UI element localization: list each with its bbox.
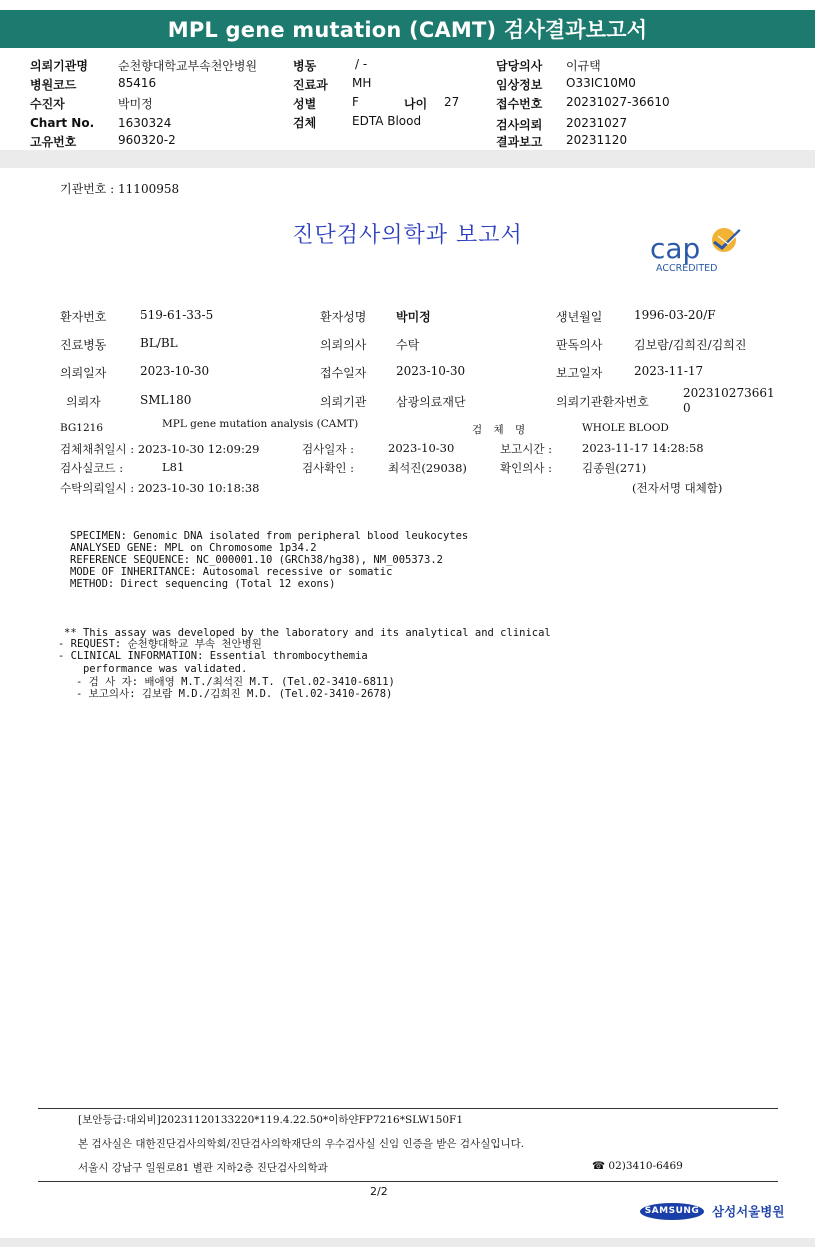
footer-rule-top bbox=[38, 1108, 778, 1109]
test-name: MPL gene mutation analysis (CAMT) bbox=[162, 418, 359, 430]
value-unique-no: 960320-2 bbox=[118, 133, 176, 147]
label-patient: 수진자 bbox=[30, 97, 65, 111]
value-requester: SML180 bbox=[140, 393, 192, 407]
label-receipt-no: 접수번호 bbox=[496, 97, 543, 111]
text-line: ** This assay was developed by the laboratory and its analytical and clinical bbox=[64, 627, 551, 639]
value-order-date: 2023-10-30 bbox=[140, 364, 210, 378]
text-line: performance was validated. bbox=[64, 663, 248, 675]
security-line: [보안등급:대외비]20231120133220*119.4.22.50*이하얀FP7216*SLW150F1 bbox=[78, 1114, 464, 1126]
label-specimen: 검체 bbox=[293, 116, 317, 130]
label-department: 진료과 bbox=[293, 78, 328, 92]
text-line: MODE OF INHERITANCE: Autosomal recessive or somatic bbox=[70, 566, 393, 578]
label-test-verified: 검사확인 : bbox=[302, 461, 354, 475]
value-report-date: 2023-11-17 bbox=[634, 364, 704, 378]
label-reading-doctor: 판독의사 bbox=[556, 338, 603, 352]
test-code: BG1216 bbox=[60, 422, 104, 434]
value-ordering-doctor: 수탁 bbox=[396, 338, 420, 352]
value-lab-code: L81 bbox=[162, 460, 185, 474]
value-birth-date: 1996-03-20/F bbox=[634, 308, 716, 322]
value-receipt-no: 20231027-36610 bbox=[566, 95, 670, 109]
value-ward: / - bbox=[355, 57, 368, 71]
label-result-date: 결과보고 bbox=[496, 135, 543, 149]
page-number: 2/2 bbox=[370, 1185, 388, 1198]
address-line: 서울시 강남구 일원로81 별관 지하2층 진단검사의학과 bbox=[78, 1162, 328, 1174]
label-sex: 성별 bbox=[293, 97, 317, 111]
value-ward: BL/BL bbox=[140, 336, 178, 350]
value-patient: 박미정 bbox=[118, 97, 153, 111]
cap-logo-text: cap bbox=[650, 232, 701, 265]
hospital-name: 삼성서울병원 bbox=[712, 1204, 785, 1219]
label-unique-no: 고유번호 bbox=[30, 135, 77, 149]
label-ward: 진료병동 bbox=[60, 338, 107, 352]
hospital-logo bbox=[640, 1202, 784, 1220]
value-request-date: 20231027 bbox=[566, 116, 628, 130]
value-receipt-date: 2023-10-30 bbox=[396, 364, 466, 378]
value-doctor: 이규택 bbox=[566, 59, 601, 73]
value-reading-doctor: 김보람/김희진/김희진 bbox=[634, 338, 747, 352]
staff-block bbox=[76, 676, 395, 700]
label-requester: 의뢰자 bbox=[66, 395, 101, 409]
value-age: 27 bbox=[444, 95, 460, 109]
text-line: - REQUEST: 순천향대학교 부속 천안병원 bbox=[58, 638, 262, 650]
request-block bbox=[58, 638, 368, 662]
specimen-label: 검 체 명 bbox=[472, 424, 530, 436]
label-order-date: 의뢰일자 bbox=[60, 366, 107, 380]
value-patient-name: 박미정 bbox=[396, 310, 431, 324]
label-receipt-date: 접수일자 bbox=[320, 366, 367, 380]
request-info-header bbox=[0, 55, 815, 150]
label-ward: 병동 bbox=[293, 59, 317, 73]
bottom-bar bbox=[0, 1238, 815, 1247]
samsung-oval-logo: SAMSUNG bbox=[640, 1203, 704, 1220]
label-report-date: 보고일자 bbox=[556, 366, 603, 380]
value-report-time: 2023-11-17 14:28:58 bbox=[582, 441, 704, 455]
value-requesting-institution: 삼광의료재단 bbox=[396, 395, 466, 409]
specimen-value: WHOLE BLOOD bbox=[582, 422, 669, 434]
label-chart-no: Chart No. bbox=[30, 116, 95, 130]
value-institution-patient-no-cont: 0 bbox=[683, 401, 691, 415]
certification-line: 본 검사실은 대한진단검사의학회/진단검사의학재단의 우수검사실 신임 인증을 받은 검사실입니다. bbox=[78, 1138, 525, 1150]
label-requesting-institution: 의뢰기관 bbox=[320, 395, 367, 409]
label-ordering-doctor: 의뢰의사 bbox=[320, 338, 367, 352]
label-institution-patient-no: 의뢰기관환자번호 bbox=[556, 395, 649, 409]
e-signature-note: (전자서명 대체함) bbox=[632, 481, 723, 495]
value-test-verified: 최석진(29038) bbox=[388, 461, 467, 475]
text-line: ANALYSED GENE: MPL on Chromosome 1p34.2 bbox=[70, 542, 317, 554]
section-divider bbox=[0, 150, 815, 168]
label-verifying-doctor: 확인의사 : bbox=[500, 461, 552, 475]
label-patient-name: 환자성명 bbox=[320, 310, 367, 324]
cap-logo-sub: ACCREDITED bbox=[656, 263, 718, 274]
label-birth-date: 생년월일 bbox=[556, 310, 603, 324]
label-doctor: 담당의사 bbox=[496, 59, 543, 73]
value-sex: F bbox=[352, 95, 359, 109]
text-line: REFERENCE SEQUENCE: NC_000001.10 (GRCh38/hg38), NM_005373.2 bbox=[70, 554, 443, 566]
label-hospital-code: 병원코드 bbox=[30, 78, 77, 92]
value-department: MH bbox=[352, 76, 372, 90]
label-request-date: 검사의뢰 bbox=[496, 118, 543, 132]
value-test-date: 2023-10-30 bbox=[388, 441, 455, 455]
value-institution: 순천향대학교부속천안병원 bbox=[118, 59, 258, 73]
cap-accredited-logo bbox=[648, 226, 758, 276]
collection-datetime: 검체채취일시 : 2023-10-30 12:09:29 bbox=[60, 442, 260, 456]
value-verifying-doctor: 김종원(271) bbox=[582, 461, 647, 475]
value-chart-no: 1630324 bbox=[118, 116, 172, 130]
text-line: METHOD: Direct sequencing (Total 12 exons) bbox=[70, 578, 336, 590]
label-report-time: 보고시간 : bbox=[500, 442, 552, 456]
label-patient-no: 환자번호 bbox=[60, 310, 107, 324]
label-lab-code: 검사실코드 : bbox=[60, 461, 124, 475]
label-institution: 의뢰기관명 bbox=[30, 59, 88, 73]
text-line: - CLINICAL INFORMATION: Essential thrombocythemia bbox=[58, 650, 368, 662]
value-result-date: 20231120 bbox=[566, 133, 628, 147]
footer-rule-bottom bbox=[38, 1181, 778, 1182]
value-clinical-info: O33IC10M0 bbox=[566, 76, 636, 90]
value-patient-no: 519-61-33-5 bbox=[140, 308, 214, 322]
label-age: 나이 bbox=[404, 97, 428, 111]
lab-report-title: 진단검사의학과 보고서 bbox=[292, 223, 523, 248]
phone-line: ☎ 02)3410-6469 bbox=[592, 1160, 683, 1172]
text-line: - 검 사 자: 배애영 M.T./최석진 M.T. (Tel.02-3410-6811) bbox=[76, 676, 395, 688]
value-specimen: EDTA Blood bbox=[352, 114, 422, 128]
institution-number: 기관번호 : 11100958 bbox=[60, 182, 180, 196]
label-test-date: 검사일자 : bbox=[302, 442, 354, 456]
consignment-datetime: 수탁의뢰일시 : 2023-10-30 10:18:38 bbox=[60, 481, 260, 495]
text-line: SPECIMEN: Genomic DNA isolated from peripheral blood leukocytes bbox=[70, 530, 469, 542]
text-line: - 보고의사: 김보람 M.D./김희진 M.D. (Tel.02-3410-2678) bbox=[76, 688, 393, 700]
value-institution-patient-no: 202310273661 bbox=[683, 386, 775, 400]
method-block bbox=[70, 530, 468, 590]
label-clinical-info: 임상정보 bbox=[496, 78, 543, 92]
lab-report-page bbox=[0, 168, 815, 1238]
report-title-banner: MPL gene mutation (CAMT) 검사결과보고서 bbox=[0, 10, 815, 48]
value-hospital-code: 85416 bbox=[118, 76, 157, 90]
